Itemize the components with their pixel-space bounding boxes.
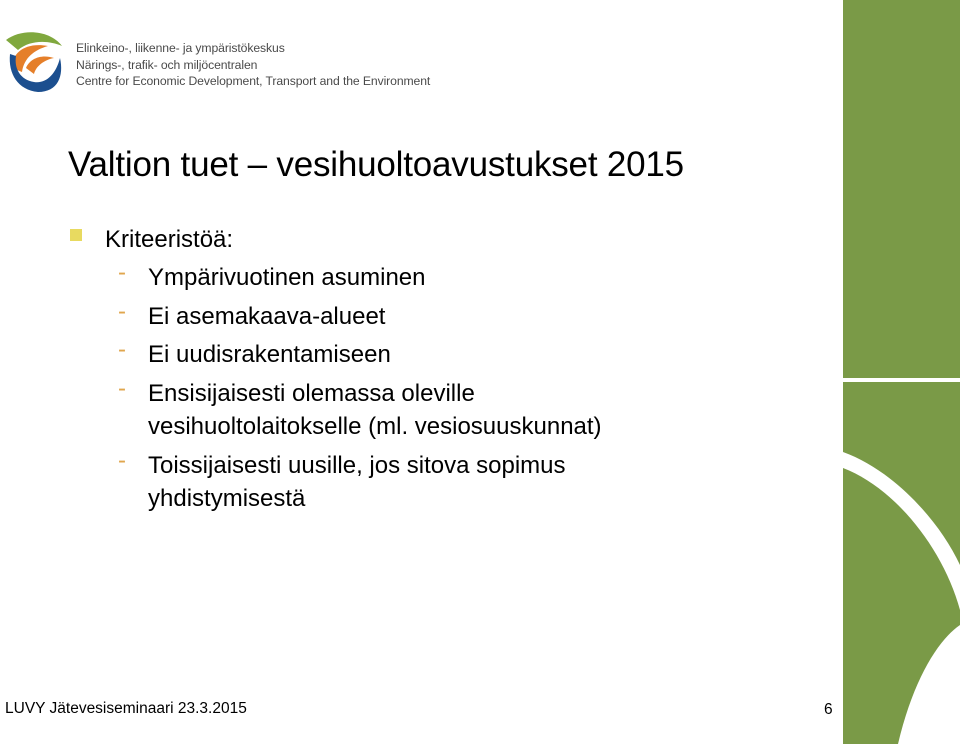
bullet-list [70, 224, 830, 516]
org-name-fi: Elinkeino-, liikenne- ja ympäristökeskus [76, 41, 285, 55]
sub-item-text: Toissijaisesti uusille, jos sitova sopimus yhdistymisestä [148, 451, 566, 512]
bullet-item [70, 224, 830, 256]
sub-item-text: Ensisijaisesti olemassa oleville vesihuoltolaitokselle (ml. vesiosuuskunnat) [148, 379, 602, 440]
square-bullet-icon [70, 229, 82, 241]
org-name-en: Centre for Economic Development, Transport and the Environment [76, 74, 431, 88]
dash-bullet-icon: - [118, 297, 126, 325]
sub-item [70, 446, 830, 516]
sub-item-text: Ei asemakaava-alueet [148, 302, 386, 330]
organization-name [76, 40, 430, 90]
org-name-sv: Närings-, trafik- och miljöcentralen [76, 57, 258, 72]
dash-bullet-icon: - [118, 446, 126, 474]
bullet-label: Kriteeristöä: [105, 226, 234, 253]
sub-item-text: Ei uudisrakentamiseen [148, 341, 391, 368]
sub-item [70, 297, 830, 334]
footer-event: LUVY Jätevesiseminaari 23.3.2015 [5, 700, 247, 717]
sub-item [70, 261, 830, 295]
side-decoration [843, 0, 960, 744]
slide-title: Valtion tuet – vesihuoltoavustukset 2015 [68, 145, 684, 184]
ely-logo [4, 28, 66, 94]
sub-item [70, 374, 830, 444]
dash-bullet-icon: - [118, 259, 126, 286]
dash-bullet-icon: - [118, 336, 126, 363]
page-number: 6 [824, 701, 833, 718]
sub-item-text: Ympärivuotinen asuminen [148, 264, 426, 291]
dash-bullet-icon: - [118, 374, 126, 402]
sub-item [70, 338, 830, 372]
